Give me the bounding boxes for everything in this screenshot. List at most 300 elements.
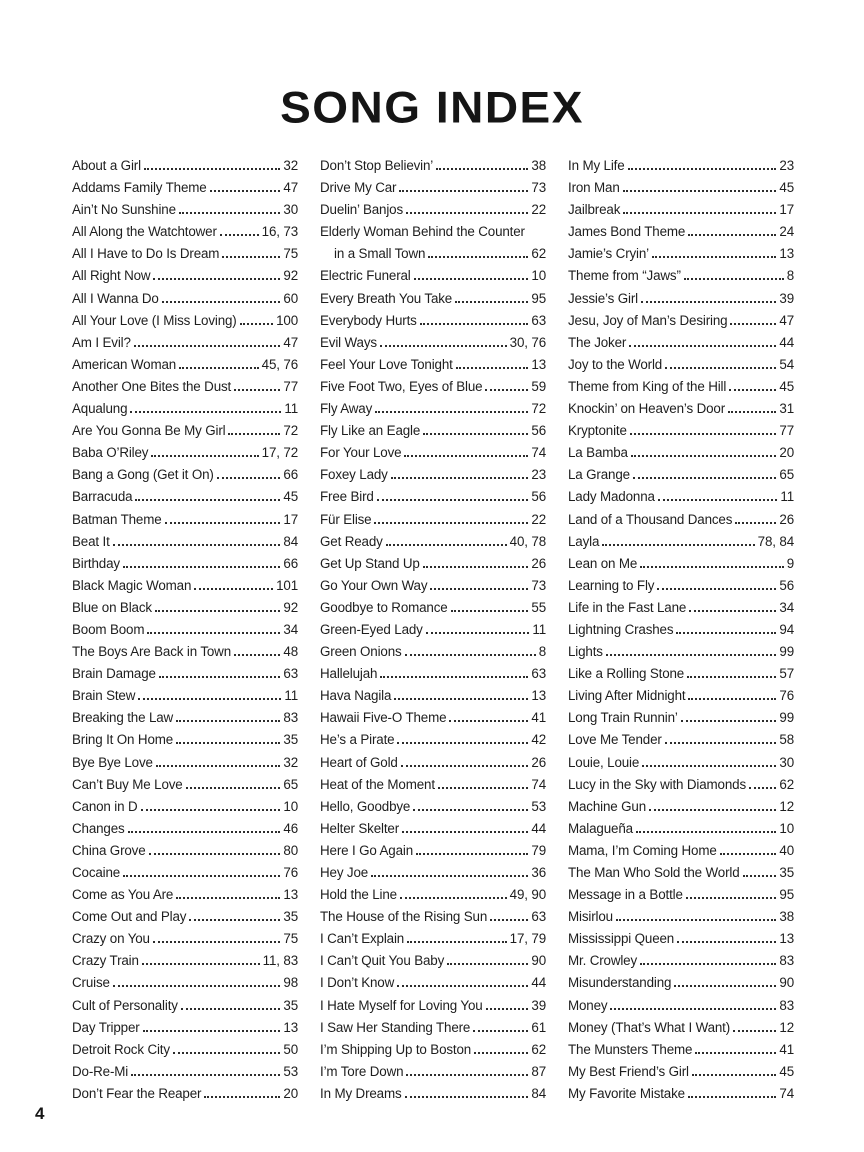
song-title: The Man Who Sold the World xyxy=(568,865,740,880)
song-page-number: 23 xyxy=(531,467,546,483)
song-page-number: 24 xyxy=(779,224,794,240)
song-title: American Woman xyxy=(72,356,177,372)
index-entry-row xyxy=(568,556,794,578)
song-page-number: 63 xyxy=(531,909,546,925)
index-entry-row xyxy=(568,931,794,953)
index-entry-row xyxy=(320,953,546,975)
song-title: Fly Away xyxy=(320,401,373,417)
song-page-number: 17, 79 xyxy=(509,931,546,947)
song-page-number: 20 xyxy=(779,445,794,461)
song-title: Heart of Gold xyxy=(320,754,398,770)
song-title: Green Onions xyxy=(320,644,402,660)
song-title: The Joker xyxy=(568,334,627,350)
dot-leader xyxy=(658,499,778,501)
song-page-number: 26 xyxy=(779,511,794,527)
index-entry-row xyxy=(320,975,546,997)
index-entry-row xyxy=(72,445,298,467)
song-page-number: 60 xyxy=(283,290,298,306)
song-page-number: 74 xyxy=(531,776,546,792)
song-page-number: 95 xyxy=(531,290,546,306)
dot-leader xyxy=(399,190,528,192)
song-page-number: 39 xyxy=(531,997,546,1013)
song-title: Black Magic Woman xyxy=(72,577,192,593)
song-title: Goodbye to Romance xyxy=(320,599,448,615)
song-title: Duelin’ Banjos xyxy=(320,202,404,218)
dot-leader xyxy=(147,632,280,634)
song-title: Jessie’s Girl xyxy=(568,290,638,306)
song-title: The Boys Are Back in Town xyxy=(72,644,232,660)
index-entry-row xyxy=(568,622,794,644)
dot-leader xyxy=(404,455,528,457)
song-title: Ain’t No Sunshine xyxy=(72,202,176,218)
song-page-number: 55 xyxy=(531,599,546,615)
song-title: Beat It xyxy=(72,533,110,549)
song-page-number: 40, 78 xyxy=(509,533,546,549)
dot-leader xyxy=(386,544,507,546)
song-page-number: 32 xyxy=(283,158,298,173)
dot-leader xyxy=(749,787,776,789)
index-entry-row xyxy=(320,534,546,556)
index-entry-row xyxy=(72,710,298,732)
dot-leader xyxy=(407,941,507,943)
song-page-number: 23 xyxy=(779,158,794,173)
song-page-number: 45, 76 xyxy=(261,356,298,372)
song-page-number: 72 xyxy=(283,423,298,439)
song-title: I’m Tore Down xyxy=(320,1063,404,1079)
song-title: Hold the Line xyxy=(320,887,397,903)
song-title: Like a Rolling Stone xyxy=(568,666,685,682)
song-title: Für Elise xyxy=(320,511,372,527)
song-title: I Don’t Know xyxy=(320,975,395,991)
song-title: Misunderstanding xyxy=(568,975,672,991)
song-page-number: 35 xyxy=(283,732,298,748)
dot-leader xyxy=(222,256,280,258)
dot-leader xyxy=(623,212,776,214)
song-title: Go Your Own Way xyxy=(320,577,428,593)
song-title: Lights xyxy=(568,644,603,660)
song-title: I Hate Myself for Loving You xyxy=(320,997,483,1013)
song-title: Drive My Car xyxy=(320,180,397,196)
song-page-number: 35 xyxy=(779,865,794,880)
index-entry-row xyxy=(72,379,298,401)
song-page-number: 34 xyxy=(779,599,794,615)
dot-leader xyxy=(687,676,776,678)
song-page-number: 90 xyxy=(779,975,794,991)
dot-leader xyxy=(179,212,280,214)
song-title: About a Girl xyxy=(72,158,141,173)
song-page-number: 38 xyxy=(779,909,794,925)
song-title: Canon in D xyxy=(72,798,138,814)
dot-leader xyxy=(173,1052,280,1054)
dot-leader xyxy=(423,433,528,435)
index-entry-row xyxy=(320,246,546,268)
dot-leader xyxy=(416,853,528,855)
song-title: Bring It On Home xyxy=(72,732,174,748)
song-title: My Favorite Mistake xyxy=(568,1085,685,1101)
song-title: Love Me Tender xyxy=(568,732,662,748)
song-page-number: 45 xyxy=(779,378,794,394)
index-entry-row xyxy=(568,688,794,710)
index-entry-row xyxy=(320,489,546,511)
dot-leader xyxy=(159,676,281,678)
song-title: Get Ready xyxy=(320,533,383,549)
song-page-number: 13 xyxy=(531,688,546,704)
song-page-number: 30 xyxy=(283,202,298,218)
dot-leader xyxy=(113,985,281,987)
song-page-number: 12 xyxy=(779,1019,794,1035)
song-title: I Saw Her Standing There xyxy=(320,1019,471,1035)
index-entry-row xyxy=(320,1086,546,1108)
index-entry-row xyxy=(320,401,546,423)
song-page-number: 58 xyxy=(779,732,794,748)
song-title: Evil Ways xyxy=(320,334,377,350)
song-page-number: 90 xyxy=(531,953,546,969)
dot-leader xyxy=(141,809,281,811)
dot-leader xyxy=(743,875,777,877)
song-title: Here I Go Again xyxy=(320,842,414,858)
song-title: Mississippi Queen xyxy=(568,931,675,947)
song-page-number: 62 xyxy=(531,246,546,262)
index-entry-row xyxy=(320,224,546,246)
index-entry-row xyxy=(568,401,794,423)
index-entry-row xyxy=(568,357,794,379)
song-page-number: 30 xyxy=(779,754,794,770)
dot-leader xyxy=(123,566,280,568)
index-entry-row xyxy=(568,1086,794,1108)
song-page-number: 99 xyxy=(779,644,794,660)
dot-leader xyxy=(130,411,281,413)
song-title: Are You Gonna Be My Girl xyxy=(72,423,226,439)
song-page-number: 13 xyxy=(531,356,546,372)
song-page-number: 17, 72 xyxy=(261,445,298,461)
song-page-number: 41 xyxy=(531,710,546,726)
song-page-number: 66 xyxy=(283,467,298,483)
song-title: Everybody Hurts xyxy=(320,312,417,328)
song-page-number: 40 xyxy=(779,842,794,858)
dot-leader xyxy=(623,190,777,192)
song-page-number: 32 xyxy=(283,754,298,770)
song-page-number: 11 xyxy=(780,489,794,505)
index-entry-row xyxy=(320,821,546,843)
dot-leader xyxy=(628,168,777,170)
song-title: Money (That’s What I Want) xyxy=(568,1019,731,1035)
song-title: Changes xyxy=(72,820,125,836)
index-entry-row xyxy=(568,666,794,688)
song-page-number: 22 xyxy=(531,511,546,527)
dot-leader xyxy=(728,411,776,413)
dot-leader xyxy=(142,963,260,965)
song-title: Learning to Fly xyxy=(568,577,655,593)
song-title: Mama, I’m Coming Home xyxy=(568,842,717,858)
song-title: in a Small Town xyxy=(334,246,426,262)
dot-leader xyxy=(143,1030,281,1032)
song-title: Addams Family Theme xyxy=(72,180,207,196)
song-page-number: 11 xyxy=(284,401,298,417)
index-entry-row xyxy=(72,732,298,754)
dot-leader xyxy=(430,588,528,590)
dot-leader xyxy=(735,522,776,524)
song-page-number: 22 xyxy=(531,202,546,218)
index-entry-row xyxy=(320,600,546,622)
song-title: All Your Love (I Miss Loving) xyxy=(72,312,237,328)
index-entry-row xyxy=(568,291,794,313)
index-entry-row xyxy=(72,158,298,180)
song-page-number: 35 xyxy=(283,909,298,925)
dot-leader xyxy=(155,610,280,612)
song-title: Free Bird xyxy=(320,489,374,505)
dot-leader xyxy=(391,477,529,479)
index-entry-row xyxy=(320,865,546,887)
song-title: Malagueña xyxy=(568,820,633,836)
dot-leader xyxy=(602,544,754,546)
song-page-number: 100 xyxy=(276,312,298,328)
dot-leader xyxy=(684,278,784,280)
index-column xyxy=(320,158,546,1108)
dot-leader xyxy=(720,853,777,855)
song-page-number: 36 xyxy=(531,865,546,880)
dot-leader xyxy=(689,610,776,612)
index-entry-row xyxy=(320,1020,546,1042)
song-title: Breaking the Law xyxy=(72,710,174,726)
song-page-number: 73 xyxy=(531,180,546,196)
index-entry-row xyxy=(320,335,546,357)
song-page-number: 56 xyxy=(779,577,794,593)
index-entry-row xyxy=(320,180,546,202)
song-title: Lady Madonna xyxy=(568,489,655,505)
song-page-number: 13 xyxy=(779,246,794,262)
song-title: La Grange xyxy=(568,467,630,483)
song-title: Joy to the World xyxy=(568,356,663,372)
song-title: Don’t Stop Believin’ xyxy=(320,158,434,173)
dot-leader xyxy=(234,389,280,391)
dot-leader xyxy=(636,831,776,833)
song-title: Kryptonite xyxy=(568,423,627,439)
song-page-number: 46 xyxy=(283,820,298,836)
index-entry-row xyxy=(72,600,298,622)
dot-leader xyxy=(401,765,529,767)
dot-leader xyxy=(138,698,281,700)
song-title: Theme from “Jaws” xyxy=(568,268,681,284)
dot-leader xyxy=(153,941,281,943)
song-title: Jamie’s Cryin’ xyxy=(568,246,649,262)
song-page-number: 20 xyxy=(283,1085,298,1101)
dot-leader xyxy=(144,168,280,170)
dot-leader xyxy=(375,411,528,413)
dot-leader xyxy=(640,566,783,568)
index-entry-row xyxy=(568,158,794,180)
dot-leader xyxy=(397,742,528,744)
dot-leader xyxy=(733,1030,776,1032)
index-entry-row xyxy=(568,821,794,843)
dot-leader xyxy=(413,809,528,811)
index-entry-row xyxy=(72,1086,298,1108)
index-entry-row xyxy=(568,998,794,1020)
dot-leader xyxy=(677,941,776,943)
song-page-number: 72 xyxy=(531,401,546,417)
dot-leader xyxy=(426,632,530,634)
dot-leader xyxy=(134,345,281,347)
dot-leader xyxy=(455,301,528,303)
index-entry-row xyxy=(320,755,546,777)
dot-leader xyxy=(228,433,280,435)
index-entry-row xyxy=(72,357,298,379)
song-page-number: 77 xyxy=(779,423,794,439)
song-title: He’s a Pirate xyxy=(320,732,395,748)
index-entry-row xyxy=(568,268,794,290)
index-entry-row xyxy=(320,732,546,754)
index-entry-row xyxy=(72,843,298,865)
dot-leader xyxy=(665,367,776,369)
song-title: Day Tripper xyxy=(72,1019,140,1035)
song-title: Cult of Personality xyxy=(72,997,178,1013)
song-page-number: 39 xyxy=(779,290,794,306)
song-page-number: 17 xyxy=(283,511,298,527)
dot-leader xyxy=(406,212,528,214)
dot-leader xyxy=(436,168,528,170)
song-page-number: 92 xyxy=(283,599,298,615)
song-page-number: 11 xyxy=(532,621,546,637)
song-page-number: 9 xyxy=(786,555,794,571)
dot-leader xyxy=(128,831,281,833)
song-title: James Bond Theme xyxy=(568,224,686,240)
index-entry-row xyxy=(72,953,298,975)
song-title: Cocaine xyxy=(72,865,121,880)
index-entry-row xyxy=(72,975,298,997)
song-title: Theme from King of the Hill xyxy=(568,378,727,394)
song-page-number: 65 xyxy=(779,467,794,483)
index-entry-row xyxy=(568,445,794,467)
index-entry-row xyxy=(568,843,794,865)
index-entry-row xyxy=(568,710,794,732)
song-page-number: 74 xyxy=(531,445,546,461)
dot-leader xyxy=(423,566,529,568)
song-page-number: 47 xyxy=(283,334,298,350)
index-entry-row xyxy=(72,688,298,710)
dot-leader xyxy=(217,477,281,479)
index-entry-row xyxy=(320,445,546,467)
song-title: For Your Love xyxy=(320,445,402,461)
index-entry-row xyxy=(72,534,298,556)
index-entry-row xyxy=(320,998,546,1020)
song-page-number: 56 xyxy=(531,423,546,439)
index-entry-row xyxy=(568,1064,794,1086)
song-title: Heat of the Moment xyxy=(320,776,435,792)
index-entry-row xyxy=(568,534,794,556)
song-page-number: 42 xyxy=(531,732,546,748)
song-page-number: 74 xyxy=(779,1085,794,1101)
song-page-number: 57 xyxy=(779,666,794,682)
song-title: Five Foot Two, Eyes of Blue xyxy=(320,378,483,394)
song-page-number: 45 xyxy=(283,489,298,505)
song-page-number: 95 xyxy=(779,887,794,903)
dot-leader xyxy=(447,963,528,965)
song-page-number: 44 xyxy=(779,334,794,350)
song-page-number: 63 xyxy=(531,312,546,328)
index-entry-row xyxy=(72,291,298,313)
index-column xyxy=(72,158,298,1108)
song-title: Am I Evil? xyxy=(72,334,131,350)
index-entry-row xyxy=(72,512,298,534)
index-entry-row xyxy=(72,202,298,224)
dot-leader xyxy=(176,897,280,899)
index-entry-row xyxy=(568,953,794,975)
song-title: Hey Joe xyxy=(320,865,369,880)
song-page-number: 78, 84 xyxy=(757,533,794,549)
dot-leader xyxy=(486,1008,529,1010)
song-page-number: 26 xyxy=(531,754,546,770)
dot-leader xyxy=(162,301,281,303)
song-page-number: 101 xyxy=(276,577,298,593)
song-page-number: 63 xyxy=(283,666,298,682)
song-page-number: 87 xyxy=(531,1063,546,1079)
index-entry-row xyxy=(568,379,794,401)
dot-leader xyxy=(485,389,528,391)
song-page-number: 16, 73 xyxy=(261,224,298,240)
index-entry-row xyxy=(72,755,298,777)
dot-leader xyxy=(490,919,528,921)
dot-leader xyxy=(405,654,536,656)
index-entry-row xyxy=(72,489,298,511)
song-page-number: 50 xyxy=(283,1041,298,1057)
song-page-number: 76 xyxy=(283,865,298,880)
song-page-number: 53 xyxy=(531,798,546,814)
song-title: Knockin’ on Heaven’s Door xyxy=(568,401,726,417)
index-entry-row xyxy=(568,467,794,489)
song-page-number: 13 xyxy=(283,887,298,903)
song-page-number: 13 xyxy=(283,1019,298,1035)
dot-leader xyxy=(400,897,507,899)
song-title: Detroit Rock City xyxy=(72,1041,170,1057)
song-page-number: 11, 83 xyxy=(262,953,298,969)
index-entry-row xyxy=(568,799,794,821)
song-title: All Right Now xyxy=(72,268,151,284)
index-entry-row xyxy=(320,291,546,313)
song-title: Electric Funeral xyxy=(320,268,411,284)
song-title: Jailbreak xyxy=(568,202,621,218)
dot-leader xyxy=(377,499,529,501)
song-page-number: 31 xyxy=(779,401,794,417)
song-title: Get Up Stand Up xyxy=(320,555,420,571)
song-page-number: 30, 76 xyxy=(509,334,546,350)
dot-leader xyxy=(420,323,529,325)
index-entry-row xyxy=(320,644,546,666)
song-page-number: 73 xyxy=(531,577,546,593)
index-entry-row xyxy=(72,423,298,445)
song-title: Land of a Thousand Dances xyxy=(568,511,733,527)
song-title: Bye Bye Love xyxy=(72,754,153,770)
dot-leader xyxy=(449,720,528,722)
song-page-number: 10 xyxy=(779,820,794,836)
index-entry-row xyxy=(320,556,546,578)
song-page-number: 76 xyxy=(779,688,794,704)
song-page-number: 17 xyxy=(779,202,794,218)
dot-leader xyxy=(414,278,529,280)
song-title: Don’t Fear the Reaper xyxy=(72,1085,202,1101)
index-entry-row xyxy=(568,489,794,511)
dot-leader xyxy=(473,1030,528,1032)
dot-leader xyxy=(630,433,777,435)
dot-leader xyxy=(688,698,776,700)
dot-leader xyxy=(402,831,528,833)
index-entry-row xyxy=(568,600,794,622)
song-title: Hello, Goodbye xyxy=(320,798,411,814)
dot-leader xyxy=(405,1096,529,1098)
dot-leader xyxy=(113,544,281,546)
song-title: All I Have to Do Is Dream xyxy=(72,246,220,262)
index-entry-row xyxy=(72,224,298,246)
song-title: Boom Boom xyxy=(72,621,145,637)
dot-leader xyxy=(674,985,776,987)
